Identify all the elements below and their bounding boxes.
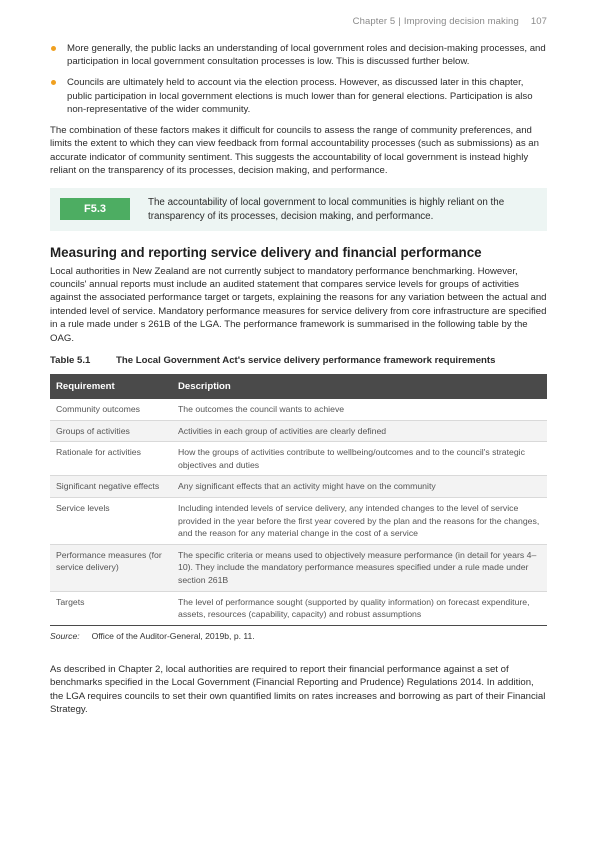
table-cell-requirement: Groups of activities	[50, 420, 172, 442]
list-item: More generally, the public lacks an understanding of local government roles and decision-making processes, and participation in local government consultation processes is low. This is discussed further below.	[50, 42, 547, 68]
list-item: Councils are ultimately held to account via the election process. However, as discussed later in this chapter, public participation in local government elections is much lower than for general elections. Participation is also non-representative of the wider community.	[50, 76, 547, 116]
body-paragraph: As described in Chapter 2, local authorities are required to report their financial performance against a set of benchmarks specified in the Local Government (Financial Reporting and Prudence) Regulations 2014. In addition, the LGA requires councils to set their own quantified limits on rates increases and borrowing as part of their Financial Strategy.	[50, 663, 546, 716]
table-number: Table 5.1	[50, 355, 91, 367]
table-row	[50, 420, 547, 442]
table-row	[50, 399, 547, 420]
table-cell-description: The specific criteria or means used to objectively measure performance (in detail for years 4–10). They include the mandatory performance measures specified under a rule made under section 261B	[172, 544, 547, 591]
column-header-requirement: Requirement	[50, 374, 172, 399]
table-cell-requirement: Community outcomes	[50, 399, 172, 420]
source-label: Source:	[50, 630, 80, 641]
section-heading: Measuring and reporting service delivery and financial performance	[50, 244, 482, 260]
table-cell-description: Any significant effects that an activity might have on the community	[172, 476, 547, 498]
table-cell-description: Activities in each group of activities are clearly defined	[172, 420, 547, 442]
table-cell-requirement: Performance measures (for service delivery)	[50, 544, 172, 591]
bullet-list	[50, 42, 547, 116]
source-text: Office of the Auditor-General, 2019b, p. 11.	[91, 630, 255, 641]
table-row	[50, 544, 547, 591]
body-paragraph: Local authorities in New Zealand are not currently subject to mandatory performance benchmarking. However, councils' annual reports must include an audited statement that compares service levels for groups of activities against the associated performance target or targets, explaining the reasons for any variation between the actual and intended level of service. Mandatory performance measures for service delivery from core infrastructure are specified in a rule made under s 261B of the LGA. The performance framework is summarised in the following table by the OAG.	[50, 265, 547, 344]
body-paragraph: The combination of these factors makes it difficult for councils to assess the range of community preferences, and limits the extent to which they can view feedback from formal accountability processes (such as submissions) as an accurate indicator of community sentiment. This suggests the accountability of local government is instead highly reliant on the transparency of its processes, decision making, and performance.	[50, 125, 539, 177]
table-cell-description: Including intended levels of service delivery, any intended changes to the level of service provided in the year before the first year covered by the plan and the reasons for the changes, and the reason for any material change in the cost of a service	[172, 498, 547, 545]
finding-text: The accountability of local government to local communities is highly reliant on the transparency of its processes, decision making, and performance.	[148, 196, 505, 222]
table-cell-requirement: Rationale for activities	[50, 442, 172, 476]
table-header-row	[50, 374, 547, 399]
table-title: The Local Government Act's service delivery performance framework requirements	[116, 355, 496, 367]
header-chapter: Chapter 5	[352, 16, 396, 27]
table-row	[50, 591, 547, 625]
table-cell-description: The outcomes the council wants to achieve	[172, 399, 547, 420]
page-content	[50, 42, 547, 726]
header-title: Improving decision making	[403, 16, 519, 27]
requirements-table	[50, 374, 547, 626]
table-row	[50, 442, 547, 476]
bullet-dot-icon	[51, 46, 56, 51]
table-cell-requirement: Targets	[50, 591, 172, 625]
table-cell-description: The level of performance sought (supported by quality information) on forecast expenditure, assets, resources (capability, capacity) and robust assumptions	[172, 591, 547, 625]
page-number: 107	[530, 16, 547, 27]
bullet-dot-icon	[51, 80, 56, 85]
table-cell-requirement: Significant negative effects	[50, 476, 172, 498]
running-header: Chapter 5 | Improving decision making 107	[352, 16, 547, 27]
table-cell-requirement: Service levels	[50, 498, 172, 545]
table-row	[50, 476, 547, 498]
table-source	[50, 631, 547, 641]
finding-label: F5.3	[60, 198, 130, 220]
table-cell-description: How the groups of activities contribute to wellbeing/outcomes and to the council's strategic objectives and duties	[172, 442, 547, 476]
table-caption	[50, 355, 547, 366]
finding-box	[50, 188, 547, 231]
table-row	[50, 498, 547, 545]
column-header-description: Description	[172, 374, 547, 399]
